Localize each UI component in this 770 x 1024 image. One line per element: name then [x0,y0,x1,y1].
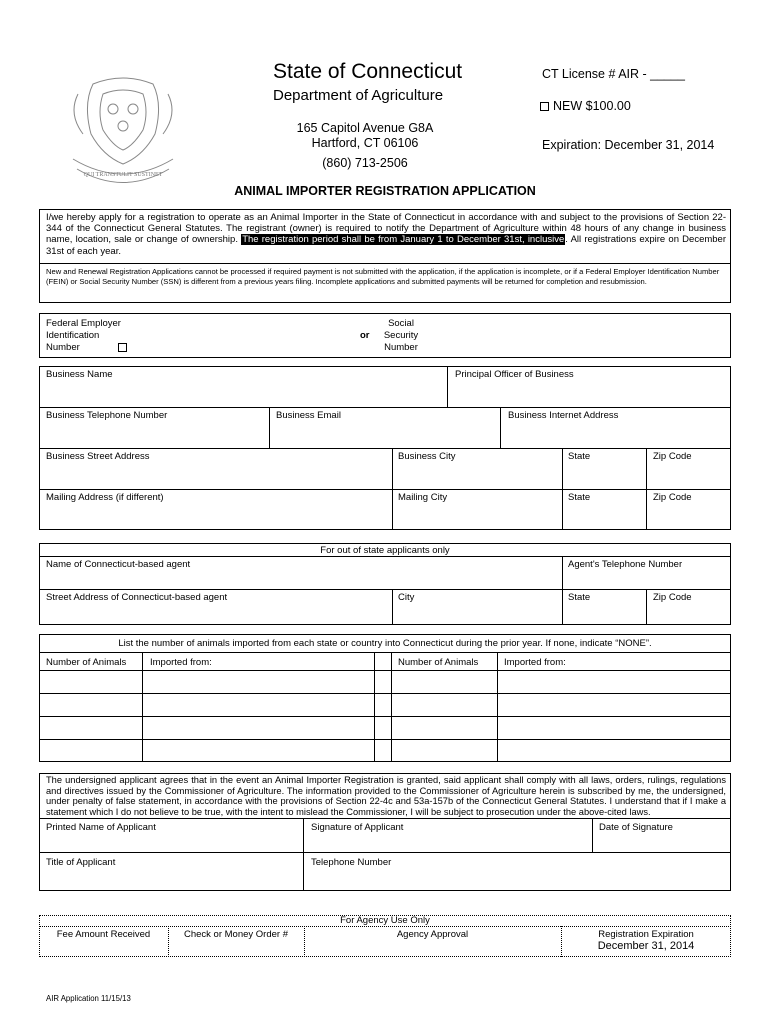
animals-count-header-right: Number of Animals [398,657,479,668]
business-state-field[interactable] [563,462,645,488]
state-seal-logo [63,64,183,184]
or-label: or [360,330,370,341]
new-fee-checkbox[interactable] [540,102,549,111]
applicant-title-label: Title of Applicant [46,857,116,868]
business-zip-field[interactable] [647,462,730,488]
certification-text: The undersigned applicant agrees that in the event an Animal Importer Registration is granted, said applicant shall comply with all laws, orders, rulings, regulations and directives issued by the Commissioner of Agriculture. The information provided to the Commissioner of Agriculture herein is subscribed by me, the undersigned, under penalty of false statement, in accordance with the provisions of Section 22-4c and 53a-157b of the Connecticut General Statutes. I understand that if I make a statement which I do not believe to be true, with the intent to mislead the Commissioner, I will be subject to prosecution under the above-cited laws. [46,775,726,817]
agency-use-header: For Agency Use Only [340,915,430,926]
business-street-label: Business Street Address [46,451,150,462]
agent-state-field[interactable] [563,603,645,624]
ssn-label-2: Security [383,330,419,341]
agent-zip-label: Zip Code [653,592,692,603]
animals-instruction: List the number of animals imported from each state or country into Connecticut during the prior year. If none, indicate “NONE”. [118,638,652,649]
business-street-field[interactable] [40,462,391,488]
applicant-phone-field[interactable] [304,868,730,890]
agent-street-field[interactable] [40,603,391,624]
fein-label-1: Federal Employer [46,318,121,329]
business-city-field[interactable] [393,462,561,488]
agent-header: For out of state applicants only [320,545,450,556]
animals-count-header-left: Number of Animals [46,657,127,668]
imported-from-cells-right[interactable] [498,671,730,761]
business-web-label: Business Internet Address [508,410,619,421]
business-email-field[interactable] [270,421,499,447]
fein-input[interactable] [145,318,345,354]
date-of-signature-label: Date of Signature [599,822,673,833]
signature-field[interactable] [304,833,591,851]
agency-approval-label: Agency Approval [396,929,469,940]
intro-text: I/we hereby apply for a registration to operate as an Animal Importer in the State of Connecticut in accordance with and subject to the provisions of Section 22-344 of the Connecticut General Statutes. The registrant (owner) is required to notify the Department of Agriculture within 48 hours of any change in business name, location, sale or change of ownership. [46,212,726,246]
business-name-label: Business Name [46,369,113,380]
license-number: CT License # AIR - _____ [542,67,685,81]
form-footer: AIR Application 11/15/13 [46,994,131,1003]
phone-number: (860) 713-2506 [322,156,408,170]
agent-state-label: State [568,592,591,603]
printed-name-label: Printed Name of Applicant [46,822,156,833]
mailing-address-field[interactable] [40,503,391,529]
seal-motto: QUI TRANSTULIT SUSTINET [83,172,163,178]
fein-label-3: Number [46,342,80,353]
state-heading: State of Connecticut [273,60,463,83]
principal-officer-field[interactable] [448,380,730,406]
agent-phone-field[interactable] [563,570,730,588]
agent-street-label: Street Address of Connecticut-based agent [46,592,228,603]
address-line-2: Hartford, CT 06106 [311,136,419,150]
principal-officer-label: Principal Officer of Business [455,369,574,380]
mailing-zip-label: Zip Code [653,492,692,503]
mailing-city-label: Mailing City [398,492,448,503]
address-line-1: 165 Capitol Avenue G8A [296,121,434,135]
agent-name-label: Name of Connecticut-based agent [46,559,191,570]
agent-zip-field[interactable] [647,603,730,624]
form-title: ANIMAL IMPORTER REGISTRATION APPLICATION [234,184,536,198]
notice-text: New and Renewal Registration Applications cannot be processed if required payment is not submitted with the application, if the application is incomplete, or if a Federal Employer Identification Number (FEIN) or Social Security Number (SSN) is different from a previous years filing. Incomplete applications and submitted payments will be returned for completion and resubmission. [46,267,720,286]
ssn-input[interactable] [440,318,720,354]
business-state-label: State [568,451,591,462]
fein-checkbox[interactable] [118,343,127,352]
expiration-date: Expiration: December 31, 2014 [542,138,715,152]
mailing-state-label: State [568,492,591,503]
fein-label-2: Identification [46,330,100,341]
mailing-address-label: Mailing Address (if different) [46,492,164,503]
business-email-label: Business Email [276,410,341,421]
business-web-field[interactable] [501,421,730,447]
applicant-phone-label: Telephone Number [311,857,392,868]
applicant-title-field[interactable] [40,868,302,890]
imported-from-header-left: Imported from: [150,657,212,668]
fee-received-label: Fee Amount Received [56,929,151,940]
agent-phone-label: Agent's Telephone Number [568,559,683,570]
check-money-order-label: Check or Money Order # [183,929,288,940]
business-name-field[interactable] [40,380,446,406]
new-fee-option[interactable] [540,99,631,113]
printed-name-field[interactable] [40,833,302,851]
signature-label: Signature of Applicant [311,822,404,833]
ssn-label-3: Number [384,342,418,353]
animals-count-cells-left[interactable] [40,671,141,761]
agent-city-field[interactable] [393,603,561,624]
business-zip-label: Zip Code [653,451,692,462]
new-fee-label: NEW $100.00 [553,99,631,113]
registration-period-highlight: The registration period shall be from January 1 to December 31st, inclusive [242,234,565,246]
date-of-signature-field[interactable] [593,833,730,851]
animals-count-cells-right[interactable] [392,671,496,761]
mailing-state-field[interactable] [563,503,645,529]
business-phone-field[interactable] [40,421,268,447]
mailing-zip-field[interactable] [647,503,730,529]
business-city-label: Business City [398,451,456,462]
mailing-city-field[interactable] [393,503,561,529]
intro-text-end: . All registrations expire on December 31st of each year. [46,234,727,257]
registration-expiration-date: December 31, 2014 [597,940,695,952]
imported-from-cells-left[interactable] [143,671,373,761]
agent-name-field[interactable] [40,570,561,588]
imported-from-header-right: Imported from: [504,657,566,668]
department-heading: Department of Agriculture [273,87,444,104]
agent-city-label: City [398,592,415,603]
business-phone-label: Business Telephone Number [46,410,168,421]
intro-paragraph [46,212,726,257]
registration-expiration-label: Registration Expiration [598,929,694,940]
ssn-label-1: Social [388,318,414,329]
